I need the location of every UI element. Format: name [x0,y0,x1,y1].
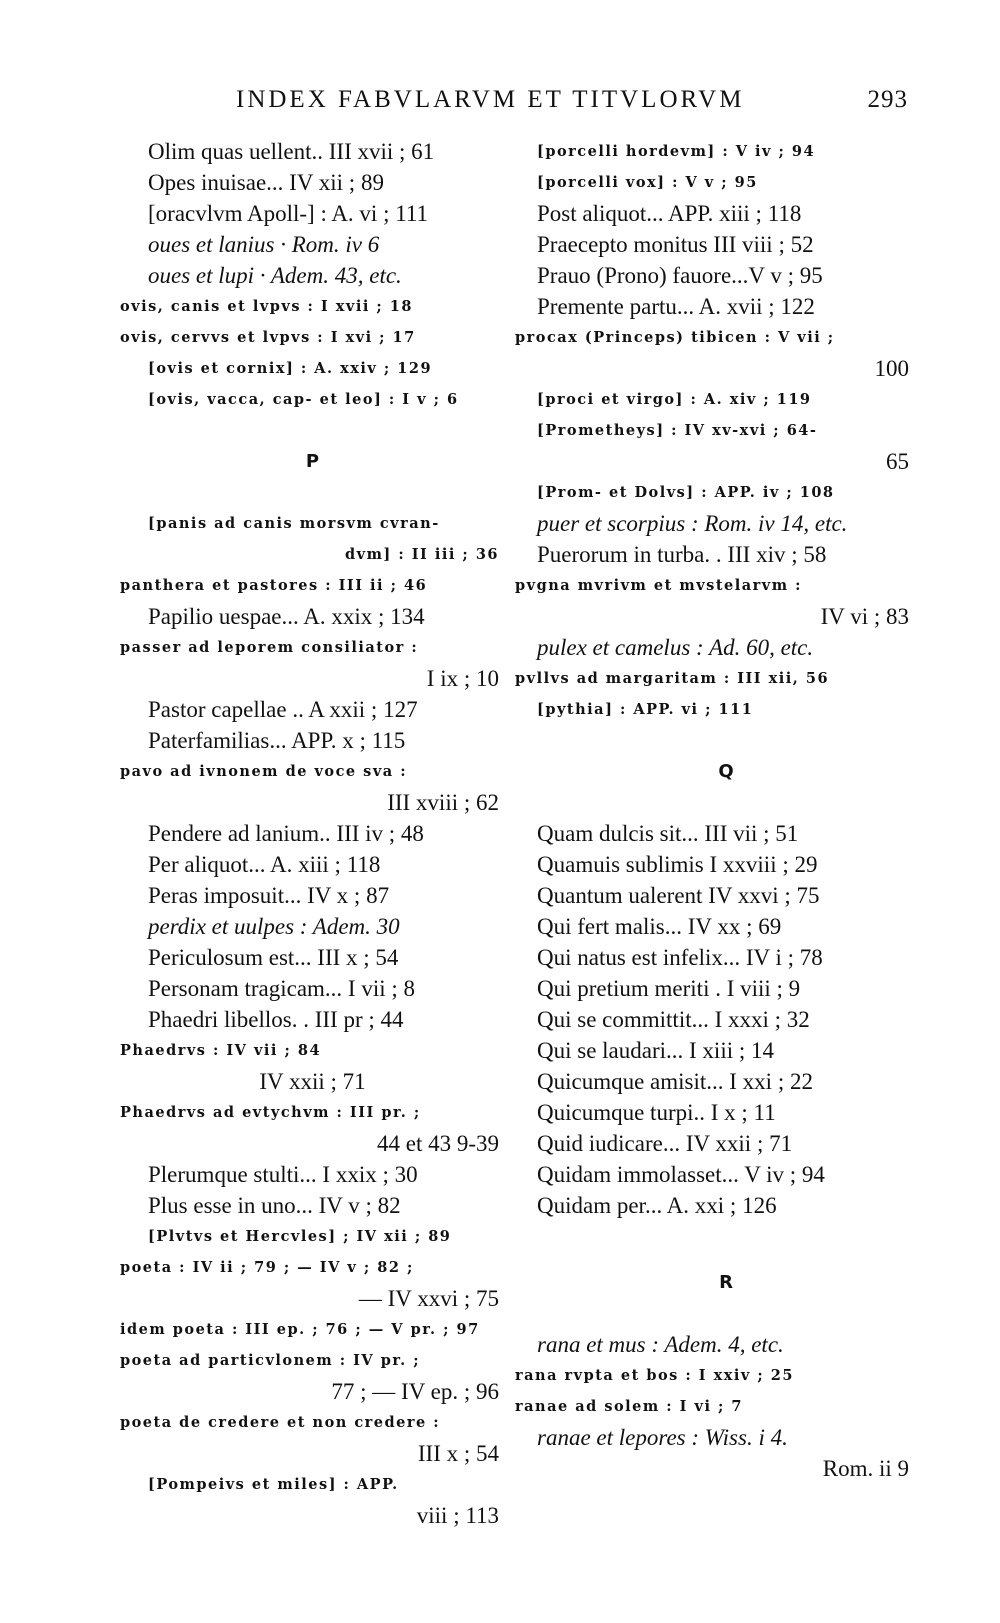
index-entry: Per aliquot... A. xiii ; 118 [148,852,381,877]
index-entry: Phaedrvs : IV vii ; 84 [120,1042,322,1059]
index-entry: viii ; 113 [416,1503,499,1528]
index-entry: Qui pretium meriti . I viii ; 9 [537,976,801,1001]
header-title: INDEX FABVLARVM ET TITVLORVM [236,86,745,113]
index-entry: Quam dulcis sit... III vii ; 51 [537,821,799,846]
index-entry: perdix et uulpes : Adem. 30 [148,914,400,939]
index-entry: Opes inuisae... IV xii ; 89 [148,170,384,195]
index-entry: Praecepto monitus III viii ; 52 [537,232,814,257]
index-entry: Paterfamilias... APP. x ; 115 [148,728,406,753]
index-entry: Personam tragicam... I vii ; 8 [148,976,415,1001]
index-entry: Qui natus est infelix... IV i ; 78 [537,945,823,970]
index-entry: Papilio uespae... A. xxix ; 134 [148,604,425,629]
index-entry: poeta ad particvlonem : IV pr. ; [120,1352,421,1369]
index-entry: pvgna mvrivm et mvstelarvm : [515,577,802,594]
index-entry: Olim quas uellent.. III xvii ; 61 [148,139,435,164]
index-entry: Prauo (Prono) fauore...V v ; 95 [537,263,823,288]
index-entry: Puerorum in turba. . III xiv ; 58 [537,542,827,567]
index-entry: Plus esse in uno... IV v ; 82 [148,1193,401,1218]
index-entry: pavo ad ivnonem de voce sva : [120,763,408,780]
index-entry: Quicumque turpi.. I x ; 11 [537,1100,776,1125]
index-entry: Peras imposuit... IV x ; 87 [148,883,390,908]
index-entry: [Pompeivs et miles] : APP. [148,1476,399,1493]
index-entry: III x ; 54 [417,1441,499,1466]
index-entry: 65 [886,449,909,474]
index-entry: 100 [874,356,909,381]
page-number: 293 [867,86,908,113]
index-entry: 44 et 43 9-39 [376,1131,499,1156]
index-entry: Qui se laudari... I xiii ; 14 [537,1038,774,1063]
index-entry: [porcelli hordevm] : V iv ; 94 [537,143,816,160]
index-entry: ovis, canis et lvpvs : I xvii ; 18 [120,298,413,315]
index-entry: IV vi ; 83 [820,604,909,629]
section-letter-q: Q [718,761,734,782]
index-entry: dvm] : II iii ; 36 [345,546,499,563]
index-entry: Post aliquot... APP. xiii ; 118 [537,201,802,226]
index-entry: oues et lanius · Rom. iv 6 [148,232,380,257]
index-entry: Quid iudicare... IV xxii ; 71 [537,1131,793,1156]
section-letter-p: P [305,451,320,472]
index-entry: rana rvpta et bos : I xxiv ; 25 [515,1367,794,1384]
index-entry: ovis, cervvs et lvpvs : I xvi ; 17 [120,329,416,346]
index-entry: Quantum ualerent IV xxvi ; 75 [537,883,820,908]
index-entry: [ovis et cornix] : A. xxiv ; 129 [148,360,433,377]
index-entry: Quicumque amisit... I xxi ; 22 [537,1069,813,1094]
index-entry: poeta de credere et non credere : [120,1414,441,1431]
index-entry: Phaedri libellos. . III pr ; 44 [148,1007,404,1032]
index-entry: III xviii ; 62 [387,790,499,815]
index-entry: [pythia] : APP. vi ; 111 [537,701,754,718]
index-entry: I ix ; 10 [426,666,499,691]
index-entry: Plerumque stulti... I xxix ; 30 [148,1162,418,1187]
index-entry: [ovis, vacca, cap- et leo] : I v ; 6 [148,391,459,408]
index-entry: pulex et camelus : Ad. 60, etc. [537,635,814,660]
index-entry: oues et lupi · Adem. 43, etc. [148,263,402,288]
index-entry: pvllvs ad margaritam : III xii, 56 [515,670,830,687]
index-entry: Pastor capellae .. A xxii ; 127 [148,697,418,722]
index-entry: [Prom- et Dolvs] : APP. iv ; 108 [537,484,835,501]
index-column-right [515,136,915,1484]
index-entry: Quidam immolasset... V iv ; 94 [537,1162,825,1187]
index-entry: 77 ; — IV ep. ; 96 [331,1379,499,1404]
running-header [236,86,908,122]
index-entry: procax (Princeps) tibicen : V vii ; [515,329,835,346]
index-entry: puer et scorpius : Rom. iv 14, etc. [537,511,848,536]
index-entry: [Prometheys] : IV xv-xvi ; 64- [537,422,818,439]
index-entry: rana et mus : Adem. 4, etc. [537,1332,784,1357]
index-entry: panthera et pastores : III ii ; 46 [120,577,428,594]
index-entry: idem poeta : III ep. ; 76 ; — V pr. ; 97 [120,1321,480,1338]
index-entry: poeta : IV ii ; 79 ; — IV v ; 82 ; [120,1259,414,1276]
index-entry: Qui fert malis... IV xx ; 69 [537,914,782,939]
index-entry: [porcelli vox] : V v ; 95 [537,174,758,191]
index-entry: — IV xxvi ; 75 [358,1286,499,1311]
index-entry: passer ad leporem consiliator : [120,639,419,656]
index-entry: Premente partu... A. xvii ; 122 [537,294,815,319]
section-letter-r: R [719,1272,733,1293]
index-column-left [120,136,505,1531]
index-entry: Periculosum est... III x ; 54 [148,945,399,970]
index-entry: [oracvlvm Apoll-] : A. vi ; 111 [148,201,429,226]
index-entry: Pendere ad lanium.. III iv ; 48 [148,821,424,846]
index-entry: ranae et lepores : Wiss. i 4. [537,1425,788,1450]
index-entry: [panis ad canis morsvm cvran- [148,515,440,532]
index-entry: [Plvtvs et Hercvles] ; IV xii ; 89 [148,1228,452,1245]
index-entry: Qui se committit... I xxxi ; 32 [537,1007,810,1032]
index-entry: Quidam per... A. xxi ; 126 [537,1193,777,1218]
index-entry: ranae ad solem : I vi ; 7 [515,1398,743,1415]
index-entry: IV xxii ; 71 [259,1069,366,1094]
index-entry: Quamuis sublimis I xxviii ; 29 [537,852,818,877]
index-entry: Phaedrvs ad evtychvm : III pr. ; [120,1104,421,1121]
index-entry: Rom. ii 9 [822,1456,909,1481]
index-entry: [proci et virgo] : A. xiv ; 119 [537,391,812,408]
